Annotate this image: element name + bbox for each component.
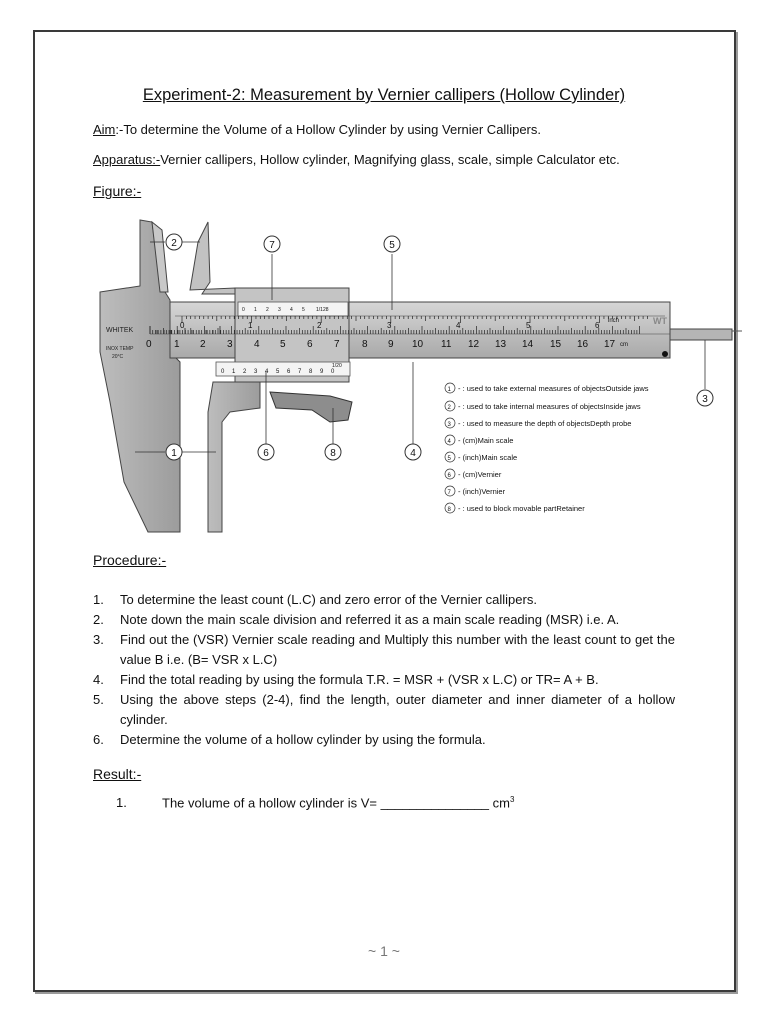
result-heading: Result:- — [93, 766, 142, 782]
cm-2: 2 — [200, 339, 206, 350]
aim-text: To determine the Volume of a Hollow Cylinder by using Vernier Callipers. — [123, 122, 541, 137]
vin-3: 3 — [278, 307, 281, 313]
inch-0: 0 — [180, 321, 185, 330]
svg-text:- (inch)Main scale: - (inch)Main scale — [458, 453, 518, 462]
legend-item-5 — [445, 452, 517, 462]
cm-13: 13 — [495, 339, 507, 350]
svg-text:- : used to take external meas: - : used to take external measures of objectsOutside jaws — [458, 384, 649, 393]
cm-15: 15 — [550, 339, 562, 350]
procedure-heading: Procedure:- — [93, 552, 167, 568]
legend-item-4 — [445, 435, 513, 445]
legend-item-1 — [445, 383, 649, 393]
step-number: 1. — [93, 592, 104, 607]
svg-text:6: 6 — [263, 448, 269, 459]
callout-1 — [166, 444, 182, 460]
step-text: Using the above steps (2-4), find the length, outer diameter and inner diameter of a hollow cylinder. — [120, 692, 675, 727]
svg-text:5: 5 — [447, 456, 451, 462]
aim-line — [93, 122, 541, 137]
result-superscript: 3 — [509, 795, 515, 804]
cm-5: 5 — [280, 339, 286, 350]
step-text: To determine the least count (L.C) and zero error of the Vernier callipers. — [120, 592, 537, 607]
procedure-step — [93, 730, 675, 750]
svg-text:- : used to block movable part: - : used to block movable partRetainer — [458, 504, 585, 513]
depth-rod — [670, 329, 732, 340]
inch-1: 1 — [248, 321, 253, 330]
step-text: Determine the volume of a hollow cylinder by using the formula. — [120, 732, 486, 747]
fixed-jaw — [100, 220, 180, 532]
svg-text:4: 4 — [410, 448, 416, 459]
figure-legend — [445, 383, 649, 513]
callout-3 — [697, 390, 713, 406]
logo-text: WT — [653, 316, 667, 326]
callout-7 — [264, 236, 280, 252]
svg-text:2: 2 — [447, 405, 451, 411]
vcm-6: 6 — [287, 369, 291, 375]
cm-7: 7 — [334, 339, 340, 350]
svg-text:- (inch)Vernier: - (inch)Vernier — [458, 487, 506, 496]
vcm-5: 5 — [276, 369, 280, 375]
page-title: Experiment-2: Measurement by Vernier callipers (Hollow Cylinder) — [142, 86, 626, 104]
svg-text:5: 5 — [389, 240, 395, 251]
cm-1: 1 — [174, 339, 180, 350]
vin-0: 0 — [242, 307, 245, 313]
retainer — [270, 392, 352, 422]
cm-4: 4 — [254, 339, 260, 350]
svg-text:1: 1 — [447, 387, 451, 393]
legend-item-3 — [445, 418, 631, 428]
svg-text:8: 8 — [447, 507, 451, 513]
step-text: Find out the (VSR) Vernier scale reading and Multiply this number with the least count to get the value B i.e. (B= VSR x L.C) — [120, 632, 675, 667]
procedure-list — [93, 590, 675, 750]
apparatus-line — [93, 152, 620, 167]
step-number: 2. — [93, 612, 104, 627]
inch-5: 5 — [526, 321, 531, 330]
inside-jaw-moving — [190, 222, 235, 294]
procedure-step — [93, 690, 675, 730]
aim-separator: :- — [115, 122, 124, 137]
svg-text:1: 1 — [171, 448, 177, 459]
step-number: 4. — [93, 672, 104, 687]
page-number: ~ 1 ~ — [368, 943, 400, 959]
cm-8: 8 — [362, 339, 368, 350]
procedure-step — [93, 670, 675, 690]
svg-text:- (cm)Vernier: - (cm)Vernier — [458, 470, 502, 479]
step-number: 3. — [93, 632, 104, 647]
svg-text:- : used to measure the depth: - : used to measure the depth of objectsDepth probe — [458, 419, 632, 428]
vin-2: 2 — [266, 307, 269, 313]
cm-12: 12 — [468, 339, 480, 350]
vin-5: 5 — [302, 307, 305, 313]
inch-2: 2 — [317, 321, 322, 330]
legend-item-8 — [445, 503, 585, 513]
inch-6: 6 — [595, 321, 600, 330]
brand-text: WHITEK — [106, 327, 134, 334]
cm-unit: cm — [620, 342, 628, 348]
step-text: Find the total reading by using the formula T.R. = MSR + (VSR x L.C) or TR= A + B. — [120, 672, 599, 687]
inch-4: 4 — [456, 321, 461, 330]
svg-text:7: 7 — [269, 240, 275, 251]
callout-2 — [166, 234, 182, 250]
svg-text:2: 2 — [171, 238, 177, 249]
vcm-9: 9 — [320, 369, 324, 375]
svg-text:4: 4 — [447, 439, 451, 445]
step-text: Note down the main scale division and referred it as a main scale reading (MSR) i.e. A. — [120, 612, 620, 627]
svg-text:3: 3 — [447, 422, 451, 428]
apparatus-label: Apparatus:- — [93, 152, 161, 167]
vin-1: 1 — [254, 307, 257, 313]
cm-17: 17 — [604, 339, 616, 350]
vcm-7: 7 — [298, 369, 302, 375]
legend-item-2 — [445, 401, 641, 411]
inch-unit: inch — [608, 318, 620, 324]
tool-note-1: INOX TEMP — [106, 346, 134, 352]
cm-3: 3 — [227, 339, 233, 350]
legend-item-6 — [445, 469, 502, 479]
vcm-2: 2 — [243, 369, 247, 375]
cm-11: 11 — [441, 339, 452, 350]
cm-14: 14 — [522, 339, 534, 350]
figure-heading: Figure:- — [93, 183, 142, 199]
svg-text:- : used to take internal meas: - : used to take internal measures of objectsInside jaws — [458, 402, 641, 411]
callout-8 — [325, 444, 341, 460]
svg-text:6: 6 — [447, 473, 451, 479]
cm-6: 6 — [307, 339, 313, 350]
result-line — [116, 795, 514, 810]
cm-10: 10 — [412, 339, 424, 350]
outside-jaw-moving — [208, 382, 260, 532]
aim-label: Aim — [93, 122, 116, 137]
cm-16: 16 — [577, 339, 589, 350]
procedure-step — [93, 630, 675, 670]
vcm-10: 0 — [331, 369, 335, 375]
tool-note-2: 20°C — [112, 354, 124, 360]
cm-9: 9 — [388, 339, 394, 350]
vin-note: 1/128 — [316, 307, 329, 313]
vcm-8: 8 — [309, 369, 313, 375]
svg-text:7: 7 — [447, 490, 451, 496]
svg-text:3: 3 — [702, 394, 708, 405]
vin-4: 4 — [290, 307, 293, 313]
vcm-4: 4 — [265, 369, 269, 375]
vcm-3: 3 — [254, 369, 258, 375]
vcm-1: 1 — [232, 369, 236, 375]
legend-item-7 — [445, 486, 506, 496]
vcm-note: 1/20 — [332, 363, 342, 369]
result-number: 1. — [116, 795, 127, 811]
procedure-step — [93, 590, 675, 610]
step-number: 5. — [93, 692, 104, 707]
callout-6 — [258, 444, 274, 460]
callout-5 — [384, 236, 400, 252]
cm-0: 0 — [146, 339, 152, 350]
svg-text:- (cm)Main scale: - (cm)Main scale — [458, 436, 514, 445]
result-text: The volume of a hollow cylinder is V= _______________ cm — [162, 795, 510, 811]
vernier-caliper-figure — [90, 212, 750, 542]
apparatus-text: Vernier callipers, Hollow cylinder, Magnifying glass, scale, simple Calculator etc. — [160, 152, 620, 167]
step-number: 6. — [93, 732, 104, 747]
vcm-0: 0 — [221, 369, 225, 375]
svg-text:8: 8 — [330, 448, 336, 459]
procedure-step — [93, 610, 675, 630]
inch-3: 3 — [387, 321, 392, 330]
callout-4 — [405, 444, 421, 460]
